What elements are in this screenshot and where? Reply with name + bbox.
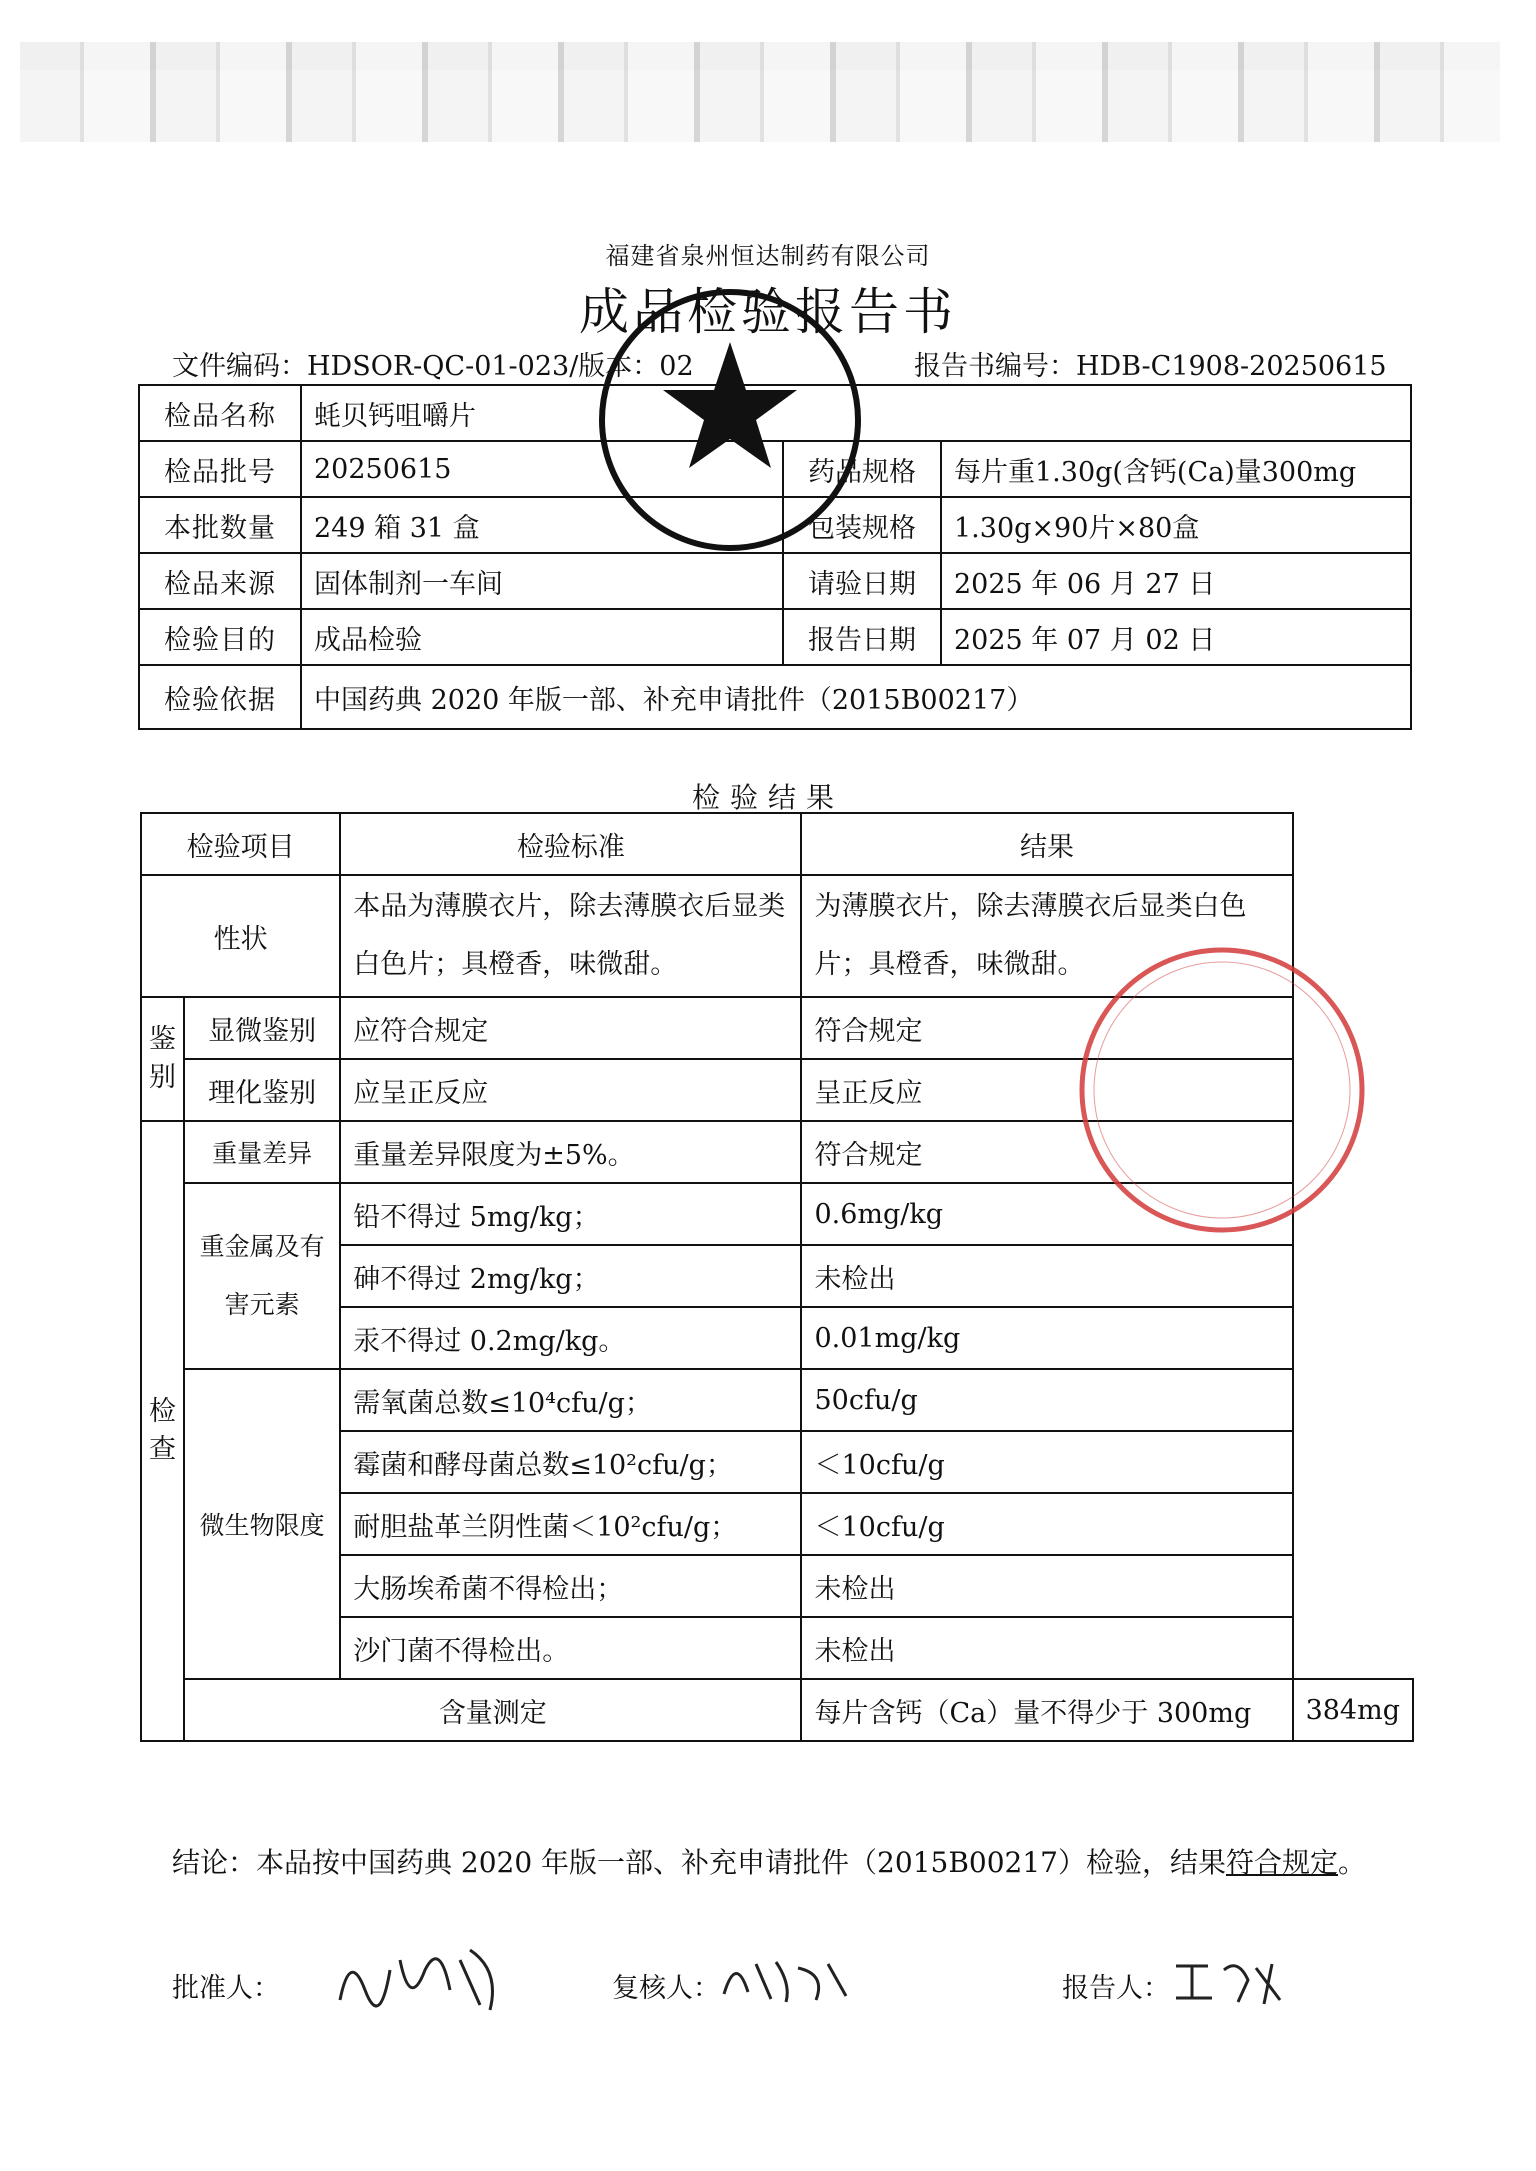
source-value: 固体制剂一车间 [301,553,783,609]
batch-number: 20250615 [301,441,783,497]
arsenic-result: 未检出 [801,1245,1292,1307]
reviewer-signature [716,1944,856,2008]
conclusion-end: 。 [1337,1846,1366,1879]
purpose-value: 成品检验 [301,609,783,665]
label-basis: 检验依据 [139,665,301,729]
salmonella-result: 未检出 [801,1617,1292,1679]
mercury-standard: 汞不得过 0.2mg/kg。 [340,1307,801,1369]
appearance-label: 性状 [141,875,340,997]
product-name: 蚝贝钙咀嚼片 [301,385,1411,441]
report-number: 报告书编号：HDB-C1908-20250615 [914,351,1387,382]
label-spec: 药品规格 [783,441,941,497]
lead-result: 0.6mg/kg [801,1183,1292,1245]
table-row [141,1369,1413,1431]
micro-ident-standard: 应符合规定 [340,997,801,1059]
mold-standard: 霉菌和酵母菌总数≤10²cfu/g； [340,1431,801,1493]
microbial-limit-label: 微生物限度 [184,1369,340,1679]
label-qty: 本批数量 [139,497,301,553]
quality-stamp [1072,940,1372,1240]
label-purpose: 检验目的 [139,609,301,665]
results-title: 检验结果 [691,781,844,814]
label-pack: 包装规格 [783,497,941,553]
chem-ident-label: 理化鉴别 [184,1059,340,1121]
ecoli-standard: 大肠埃希菌不得检出； [340,1555,801,1617]
table-row [139,665,1411,729]
table-row [139,553,1411,609]
report-date: 2025 年 07 月 02 日 [941,609,1411,665]
qty-value: 249 箱 31 盒 [301,497,783,553]
scan-artifact-band [20,42,1500,142]
pack-value: 1.30g×90片×80盒 [941,497,1411,553]
aerobe-standard: 需氧菌总数≤10⁴cfu/g； [340,1369,801,1431]
header-item: 检验项目 [141,813,340,875]
assay-result: 384mg [1293,1679,1413,1741]
inspection-label: 检查 [141,1121,184,1741]
ecoli-result: 未检出 [801,1555,1292,1617]
mold-result: ＜10cfu/g [801,1431,1292,1493]
table-row [141,1679,1413,1741]
arsenic-standard: 砷不得过 2mg/kg； [340,1245,801,1307]
chem-ident-standard: 应呈正反应 [340,1059,801,1121]
appearance-standard: 本品为薄膜衣片，除去薄膜衣后显类白色片；具橙香，味微甜。 [340,875,801,997]
reporter-signature [1168,1950,1298,2010]
aerobe-result: 50cfu/g [801,1369,1292,1431]
inspection-stamp [594,284,866,556]
heavy-metal-label: 重金属及有害元素 [184,1183,340,1369]
identification-label: 鉴别 [141,997,184,1121]
salmonella-standard: 沙门菌不得检出。 [340,1617,801,1679]
micro-ident-label: 显微鉴别 [184,997,340,1059]
label-source: 检品来源 [139,553,301,609]
chem-ident-result: 呈正反应 [801,1059,1292,1121]
label-request-date: 请验日期 [783,553,941,609]
reviewer-label: 复核人： [612,1973,720,2004]
micro-ident-result: 符合规定 [801,997,1292,1059]
conclusion-text: 结论：本品按中国药典 2020 年版一部、补充申请批件（2015B00217）检验，结果 [172,1846,1226,1879]
header-standard: 检验标准 [340,813,801,875]
reporter-label: 报告人： [1062,1973,1170,2004]
label-batch: 检品批号 [139,441,301,497]
table-row [139,609,1411,665]
page-title: 成品检验报告书 [579,283,957,341]
conclusion-result: 符合规定 [1225,1846,1338,1879]
weight-variation-label: 重量差异 [184,1121,340,1183]
request-date: 2025 年 06 月 27 日 [941,553,1411,609]
approver-label: 批准人： [172,1973,280,2004]
weight-variation-standard: 重量差异限度为±5%。 [340,1121,801,1183]
mercury-result: 0.01mg/kg [801,1307,1292,1369]
label-product-name: 检品名称 [139,385,301,441]
label-report-date: 报告日期 [783,609,941,665]
bile-standard: 耐胆盐革兰阴性菌＜10²cfu/g； [340,1493,801,1555]
lead-standard: 铅不得过 5mg/kg； [340,1183,801,1245]
basis-value: 中国药典 2020 年版一部、补充申请批件（2015B00217） [301,665,1411,729]
spec-value: 每片重1.30g(含钙(Ca)量300mg [941,441,1411,497]
file-number: 文件编码：HDSOR-QC-01-023/版本：02 [172,351,694,382]
bile-result: ＜10cfu/g [801,1493,1292,1555]
conclusion [172,1834,1412,1892]
assay-standard: 每片含钙（Ca）量不得少于 300mg [801,1679,1292,1741]
appearance-result: 为薄膜衣片，除去薄膜衣后显类白色片；具橙香，味微甜。 [801,875,1292,997]
approver-signature [330,1930,520,2020]
company-name: 福建省泉州恒达制药有限公司 [605,242,931,270]
header-result: 结果 [801,813,1292,875]
table-header-row [141,813,1413,875]
assay-label: 含量测定 [184,1679,802,1741]
weight-variation-result: 符合规定 [801,1121,1292,1183]
